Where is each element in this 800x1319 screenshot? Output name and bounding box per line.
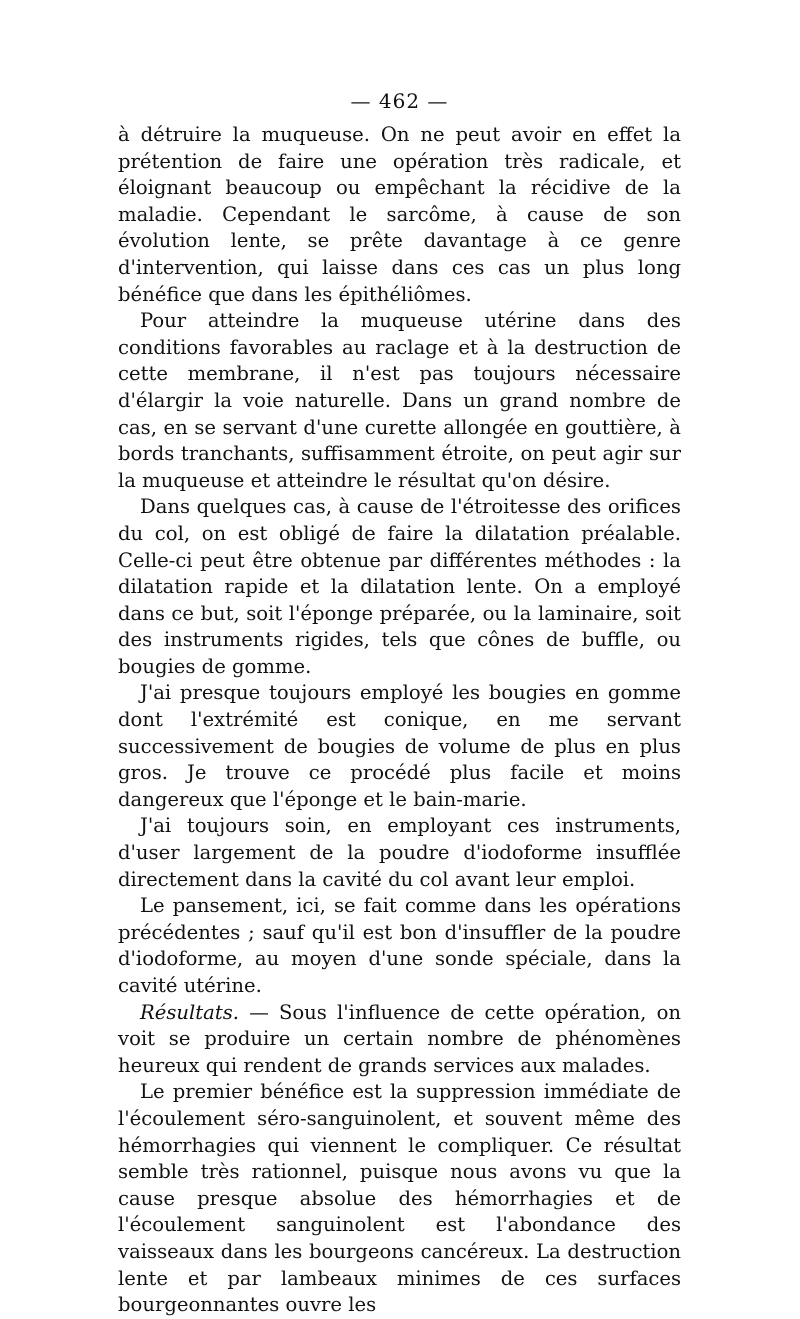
resultats-text: — Sous l'influence de cette opération, on voit se produire un certain nombre de phénomènes heureux qui rendent de grands services aux malades. [118, 1000, 681, 1077]
paragraph-premier-benefice: Le premier bénéfice est la suppression immédiate de l'écoulement séro-sanguinolent, et souvent même des hémorrhagies qui viennent le compliquer. Ce résultat semble très rationnel, puisque nous avons vu que la cause presque absolue des hémorrhagies et de l'écoulement sanguinolent est l'abondance des vaisseaux dans les bourgeons cancéreux. La destruction lente et par lambeaux minimes de ces surfaces bourgeonnantes ouvre les [118, 1080, 681, 1317]
paragraph-dilatation: Dans quelques cas, à cause de l'étroitesse des orifices du col, on est obligé de faire la dilatation préalable. Celle-ci peut être obtenue par différentes méthodes : la dilatation rapide et la dilatation lente. On a employé dans ce but, soit l'éponge préparée, ou la laminaire, soit des instruments rigides, tels que cônes de buffle, ou bougies de gomme. [118, 495, 681, 678]
paragraph-pansement: Le pansement, ici, se fait comme dans les opérations précédentes ; sauf qu'il est bon d'insuffler de la poudre d'iodoforme, au moyen d'une sonde spéciale, dans la cavité utérine. [118, 894, 681, 997]
paragraph-access-muqueuse: Pour atteindre la muqueuse utérine dans des conditions favorables au raclage et à la destruction de cette membrane, il n'est pas toujours nécessaire d'élargir la voie naturelle. Dans un grand nombre de cas, en se servant d'une curette allongée en gouttière, à bords tranchants, suffisamment étroite, on peut agir sur la muqueuse et atteindre le résultat qu'on désire. [118, 309, 681, 492]
paragraph-continuation: à détruire la muqueuse. On ne peut avoir en effet la prétention de faire une opération très radicale, et éloignant beaucoup ou empêchant la récidive de la maladie. Cependant le sarcôme, à cause de son évolution lente, se prête davantage à ce genre d'intervention, qui laisse dans ces cas un plus long bénéfice que dans les épithéliômes. [118, 123, 681, 306]
paragraph-resultats [118, 1000, 681, 1080]
resultats-heading: Résultats. [140, 1000, 240, 1024]
paragraph-bougies: J'ai presque toujours employé les bougies en gomme dont l'extrémité est conique, en me servant successivement de bougies de volume de plus en plus gros. Je trouve ce procédé plus facile et moins dangereux que l'éponge et le bain-marie. [118, 681, 681, 811]
page-number: — 462 — [350, 89, 449, 113]
paragraph-iodoforme: J'ai toujours soin, en employant ces instruments, d'user largement de la poudre d'iodoforme insufflée directement dans la cavité du col avant leur emploi. [118, 814, 681, 891]
book-page [118, 88, 681, 1319]
